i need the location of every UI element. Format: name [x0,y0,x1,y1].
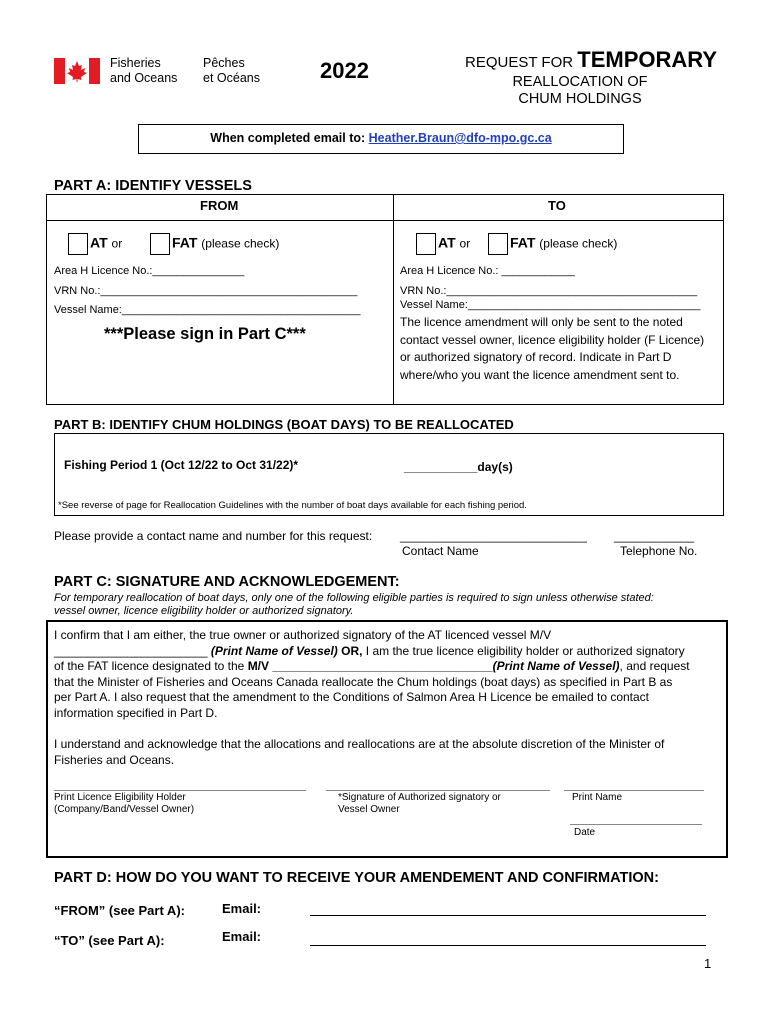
from-email-label: “FROM” (see Part A): [54,903,185,918]
sign-part-c-note: ***Please sign in Part C*** [104,325,306,343]
page-number: 1 [704,956,712,971]
to-fat-option: FAT (please check) [488,233,617,255]
to-at-option: AT or [416,233,470,255]
form-title: REQUEST FOR TEMPORARY [465,47,717,72]
from-licence-field[interactable]: Area H Licence No.:_______________ [54,265,245,277]
from-at-checkbox[interactable] [68,233,88,255]
part-a-title: PART A: IDENTIFY VESSELS [54,178,252,194]
confirmation-statement: I confirm that I am either, the true owner or authorized signatory of the AT licenced vessel M/V _______________________ (Print Name of Vessel) OR, I am the true licence eligibility holder or authorized signatory of the FAT licence designated to the M/V _________________________________(Print Name of Vessel), and request that the Minister of Fisheries and Oceans Canada reallocate the Chum holdings (boat days) as specified in Part B as per Part A. I also request that the amendment to the Conditions of Salmon Area H Licence be emailed to contact information specified in Part D. I understand and acknowledge that the allocations and reallocations are at the absolute discretion of the Minister of Fisheries and Oceans. [54,628,690,767]
amendment-note: The licence amendment will only be sent to the noted contact vessel owner, licence eligibility holder (F Licence) or authorized signatory of record. Indicate in Part D where/who you want the licence amendment sent to. [400,315,705,382]
from-vessel-field[interactable]: Vessel Name:_______________________________________ [54,304,361,316]
form-year: 2022 [320,58,369,83]
to-vrn-field[interactable]: VRN No.:_________________________________________ [400,285,698,297]
from-fat-checkbox[interactable] [150,233,170,255]
from-fat-option: FAT (please check) [150,233,279,255]
to-email-prefix: Email: [222,929,262,944]
contact-prompt: Please provide a contact name and number for this request: [54,529,373,543]
department-name-en: Fisheries and Oceans [110,56,178,85]
fishing-period: Fishing Period 1 (Oct 12/22 to Oct 31/22)* [64,458,299,472]
sig-label-print-name: Print Name [572,792,623,803]
part-d-title: PART D: HOW DO YOU WANT TO RECEIVE YOUR AMENDEMENT AND CONFIRMATION: [54,870,659,886]
sig-label-authorized: *Signature of Authorized signatory or Vessel Owner [338,792,501,815]
from-vrn-field[interactable]: VRN No.:__________________________________________ [54,285,358,297]
to-licence-field[interactable]: Area H Licence No.: ____________ [400,265,575,277]
from-email-prefix: Email: [222,901,262,916]
to-email-label: “TO” (see Part A): [54,933,165,948]
department-name-fr: Pêches et Océans [203,56,260,85]
form-subtitle: REALLOCATION OF CHUM HOLDINGS [512,74,648,107]
part-c-title: PART C: SIGNATURE AND ACKNOWLEDGEMENT: [54,574,400,590]
boat-days-field[interactable]: ___________day(s) [404,460,513,474]
to-header: TO [548,198,566,213]
to-email-field[interactable] [310,945,706,946]
from-email-field[interactable] [310,915,706,916]
email-link[interactable]: Heather.Braun@dfo-mpo.gc.ca [368,131,552,145]
date-label: Date [574,827,596,838]
signature-line-authorized[interactable] [326,790,550,791]
contact-name-label: Contact Name [402,544,479,558]
reallocation-footnote: *See reverse of page for Reallocation Guidelines with the number of boat days available for each fishing period. [58,500,527,511]
sig-label-holder: Print Licence Eligibility Holder (Company/Band/Vessel Owner) [54,792,195,815]
signature-line-holder[interactable] [54,790,306,791]
signature-line-print-name[interactable] [564,790,704,791]
from-header: FROM [200,198,239,213]
from-at-option: AT or [68,233,122,255]
date-line[interactable] [570,824,702,825]
to-fat-checkbox[interactable] [488,233,508,255]
contact-name-field[interactable]: ____________________________ [400,529,587,543]
canada-flag-logo [54,58,100,84]
to-vessel-field[interactable]: Vessel Name:______________________________________ [400,299,701,311]
telephone-label: Telephone No. [620,544,698,558]
part-c-intro: For temporary reallocation of boat days, only one of the following eligible parties is required to sign unless otherwise stated: vessel owner, licence eligibility holder or authorized signatory. [54,592,654,617]
to-at-checkbox[interactable] [416,233,436,255]
part-b-title: PART B: IDENTIFY CHUM HOLDINGS (BOAT DAYS) TO BE REALLOCATED [54,417,514,432]
email-instruction-box: When completed email to: Heather.Braun@dfo-mpo.gc.ca [138,124,624,154]
telephone-field[interactable]: ____________ [614,529,695,543]
